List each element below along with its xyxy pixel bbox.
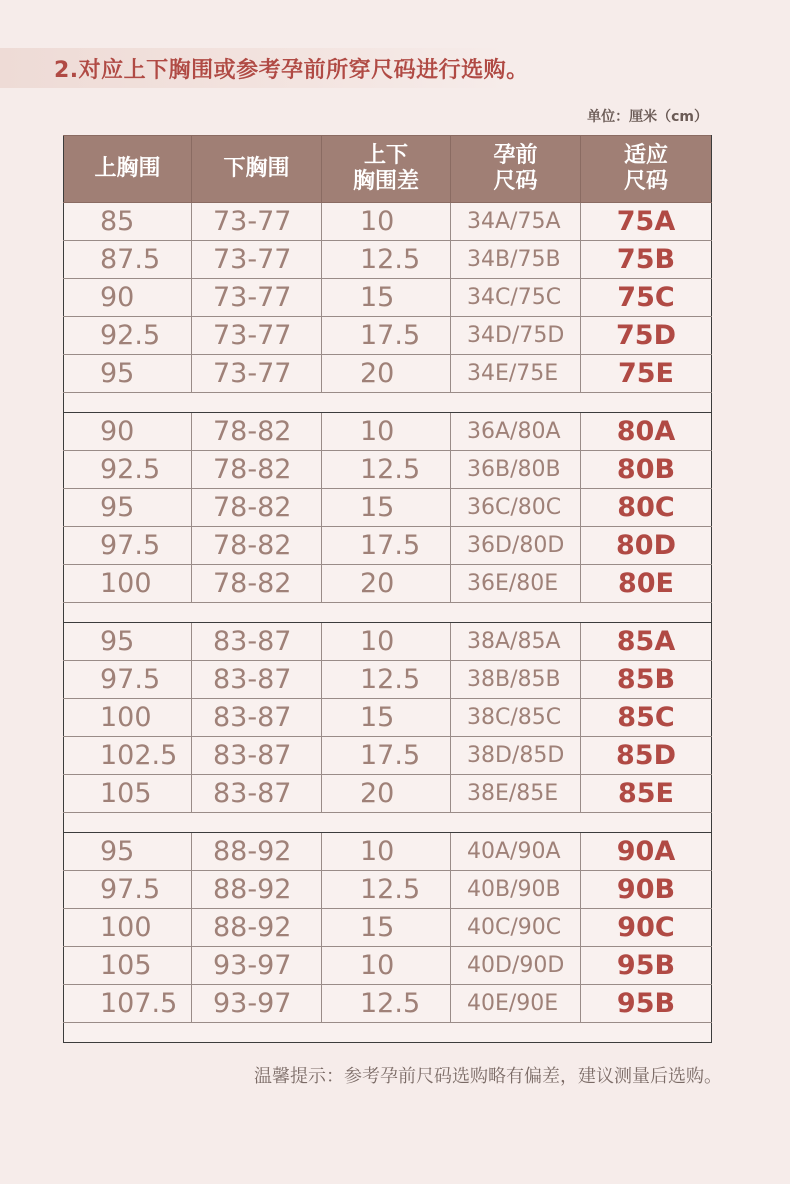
fit-size-cell: 80C [581, 489, 712, 527]
fit-size-cell: 75B [581, 241, 712, 279]
warm-tip: 温馨提示：参考孕前尺码选购略有偏差，建议测量后选购。 [254, 1066, 722, 1087]
upper-bust-cell: 92.5 [64, 451, 192, 489]
group-separator-row [64, 393, 712, 413]
pre-pregnancy-size-cell: 40D/90D [451, 947, 581, 985]
bust-difference-cell: 17.5 [322, 317, 451, 355]
fit-size-cell: 80D [581, 527, 712, 565]
table-row [64, 355, 712, 393]
pre-pregnancy-size-cell: 34A/75A [451, 203, 581, 241]
group-separator [64, 603, 712, 623]
pre-pregnancy-size-cell: 36B/80B [451, 451, 581, 489]
pre-pregnancy-size-cell: 40B/90B [451, 871, 581, 909]
table-row [64, 661, 712, 699]
upper-bust-cell: 87.5 [64, 241, 192, 279]
upper-bust-cell: 107.5 [64, 985, 192, 1023]
under-bust-cell: 78-82 [192, 489, 322, 527]
table-row [64, 985, 712, 1023]
group-separator-row [64, 603, 712, 623]
header-row [64, 136, 712, 203]
table-row [64, 775, 712, 813]
under-bust-cell: 73-77 [192, 279, 322, 317]
bust-difference-cell: 10 [322, 947, 451, 985]
fit-size-cell: 75E [581, 355, 712, 393]
fit-size-cell: 90A [581, 833, 712, 871]
under-bust-cell: 88-92 [192, 871, 322, 909]
table-row [64, 451, 712, 489]
pre-pregnancy-size-cell: 36A/80A [451, 413, 581, 451]
table-row [64, 241, 712, 279]
upper-bust-cell: 90 [64, 413, 192, 451]
pre-pregnancy-size-cell: 38A/85A [451, 623, 581, 661]
group-separator [64, 813, 712, 833]
pre-pregnancy-size-cell: 36D/80D [451, 527, 581, 565]
table-row [64, 279, 712, 317]
fit-size-cell: 95B [581, 985, 712, 1023]
bust-difference-cell: 20 [322, 565, 451, 603]
under-bust-cell: 73-77 [192, 317, 322, 355]
bust-difference-cell: 17.5 [322, 527, 451, 565]
bust-difference-cell: 10 [322, 413, 451, 451]
upper-bust-cell: 100 [64, 909, 192, 947]
table-row [64, 699, 712, 737]
upper-bust-cell: 95 [64, 833, 192, 871]
pre-pregnancy-size-cell: 38D/85D [451, 737, 581, 775]
upper-bust-cell: 95 [64, 623, 192, 661]
bust-difference-cell: 20 [322, 355, 451, 393]
unit-label: 单位：厘米（cm） [587, 109, 708, 125]
fit-size-cell: 80B [581, 451, 712, 489]
header-upper-bust: 上胸围 [64, 136, 192, 203]
under-bust-cell: 93-97 [192, 985, 322, 1023]
table-row [64, 565, 712, 603]
group-separator [64, 1023, 712, 1043]
bust-difference-cell: 15 [322, 279, 451, 317]
table-row [64, 623, 712, 661]
bust-difference-cell: 15 [322, 909, 451, 947]
upper-bust-cell: 100 [64, 565, 192, 603]
under-bust-cell: 78-82 [192, 565, 322, 603]
upper-bust-cell: 92.5 [64, 317, 192, 355]
under-bust-cell: 83-87 [192, 699, 322, 737]
upper-bust-cell: 105 [64, 947, 192, 985]
fit-size-cell: 80A [581, 413, 712, 451]
fit-size-cell: 75C [581, 279, 712, 317]
under-bust-cell: 83-87 [192, 623, 322, 661]
table-row [64, 203, 712, 241]
fit-size-cell: 90C [581, 909, 712, 947]
table-row [64, 413, 712, 451]
under-bust-cell: 73-77 [192, 241, 322, 279]
bust-difference-cell: 20 [322, 775, 451, 813]
pre-pregnancy-size-cell: 34E/75E [451, 355, 581, 393]
pre-pregnancy-size-cell: 34B/75B [451, 241, 581, 279]
fit-size-cell: 85C [581, 699, 712, 737]
upper-bust-cell: 97.5 [64, 661, 192, 699]
fit-size-cell: 85B [581, 661, 712, 699]
group-separator-row [64, 813, 712, 833]
group-separator [64, 393, 712, 413]
under-bust-cell: 88-92 [192, 833, 322, 871]
upper-bust-cell: 97.5 [64, 527, 192, 565]
fit-size-cell: 75D [581, 317, 712, 355]
table-row [64, 871, 712, 909]
fit-size-cell: 85D [581, 737, 712, 775]
header-pre-pregnancy-size: 孕前 尺码 [451, 136, 581, 203]
table-row [64, 833, 712, 871]
table-row [64, 527, 712, 565]
group-separator-row [64, 1023, 712, 1043]
upper-bust-cell: 100 [64, 699, 192, 737]
table-row [64, 737, 712, 775]
fit-size-cell: 75A [581, 203, 712, 241]
bust-difference-cell: 15 [322, 699, 451, 737]
upper-bust-cell: 90 [64, 279, 192, 317]
table-row [64, 489, 712, 527]
table-row [64, 317, 712, 355]
bust-difference-cell: 12.5 [322, 985, 451, 1023]
bust-difference-cell: 10 [322, 833, 451, 871]
header-bust-difference: 上下 胸围差 [322, 136, 451, 203]
bust-difference-cell: 12.5 [322, 241, 451, 279]
bust-difference-cell: 10 [322, 203, 451, 241]
upper-bust-cell: 95 [64, 489, 192, 527]
under-bust-cell: 78-82 [192, 413, 322, 451]
under-bust-cell: 83-87 [192, 661, 322, 699]
table-row [64, 947, 712, 985]
bust-difference-cell: 10 [322, 623, 451, 661]
pre-pregnancy-size-cell: 36E/80E [451, 565, 581, 603]
fit-size-cell: 85E [581, 775, 712, 813]
upper-bust-cell: 97.5 [64, 871, 192, 909]
pre-pregnancy-size-cell: 38E/85E [451, 775, 581, 813]
pre-pregnancy-size-cell: 34D/75D [451, 317, 581, 355]
header-under-bust: 下胸围 [192, 136, 322, 203]
upper-bust-cell: 102.5 [64, 737, 192, 775]
upper-bust-cell: 95 [64, 355, 192, 393]
bust-difference-cell: 15 [322, 489, 451, 527]
header-fit-size: 适应 尺码 [581, 136, 712, 203]
pre-pregnancy-size-cell: 38B/85B [451, 661, 581, 699]
upper-bust-cell: 85 [64, 203, 192, 241]
under-bust-cell: 93-97 [192, 947, 322, 985]
pre-pregnancy-size-cell: 40A/90A [451, 833, 581, 871]
fit-size-cell: 85A [581, 623, 712, 661]
pre-pregnancy-size-cell: 34C/75C [451, 279, 581, 317]
bust-difference-cell: 12.5 [322, 451, 451, 489]
fit-size-cell: 80E [581, 565, 712, 603]
pre-pregnancy-size-cell: 38C/85C [451, 699, 581, 737]
fit-size-cell: 95B [581, 947, 712, 985]
bust-difference-cell: 12.5 [322, 871, 451, 909]
under-bust-cell: 78-82 [192, 527, 322, 565]
under-bust-cell: 83-87 [192, 737, 322, 775]
fit-size-cell: 90B [581, 871, 712, 909]
page-title: 2.对应上下胸围或参考孕前所穿尺码进行选购。 [54, 58, 529, 83]
table-row [64, 909, 712, 947]
under-bust-cell: 88-92 [192, 909, 322, 947]
bust-difference-cell: 12.5 [322, 661, 451, 699]
pre-pregnancy-size-cell: 40E/90E [451, 985, 581, 1023]
pre-pregnancy-size-cell: 36C/80C [451, 489, 581, 527]
bust-difference-cell: 17.5 [322, 737, 451, 775]
under-bust-cell: 73-77 [192, 203, 322, 241]
upper-bust-cell: 105 [64, 775, 192, 813]
under-bust-cell: 73-77 [192, 355, 322, 393]
under-bust-cell: 83-87 [192, 775, 322, 813]
under-bust-cell: 78-82 [192, 451, 322, 489]
size-chart-table [63, 135, 712, 1043]
pre-pregnancy-size-cell: 40C/90C [451, 909, 581, 947]
